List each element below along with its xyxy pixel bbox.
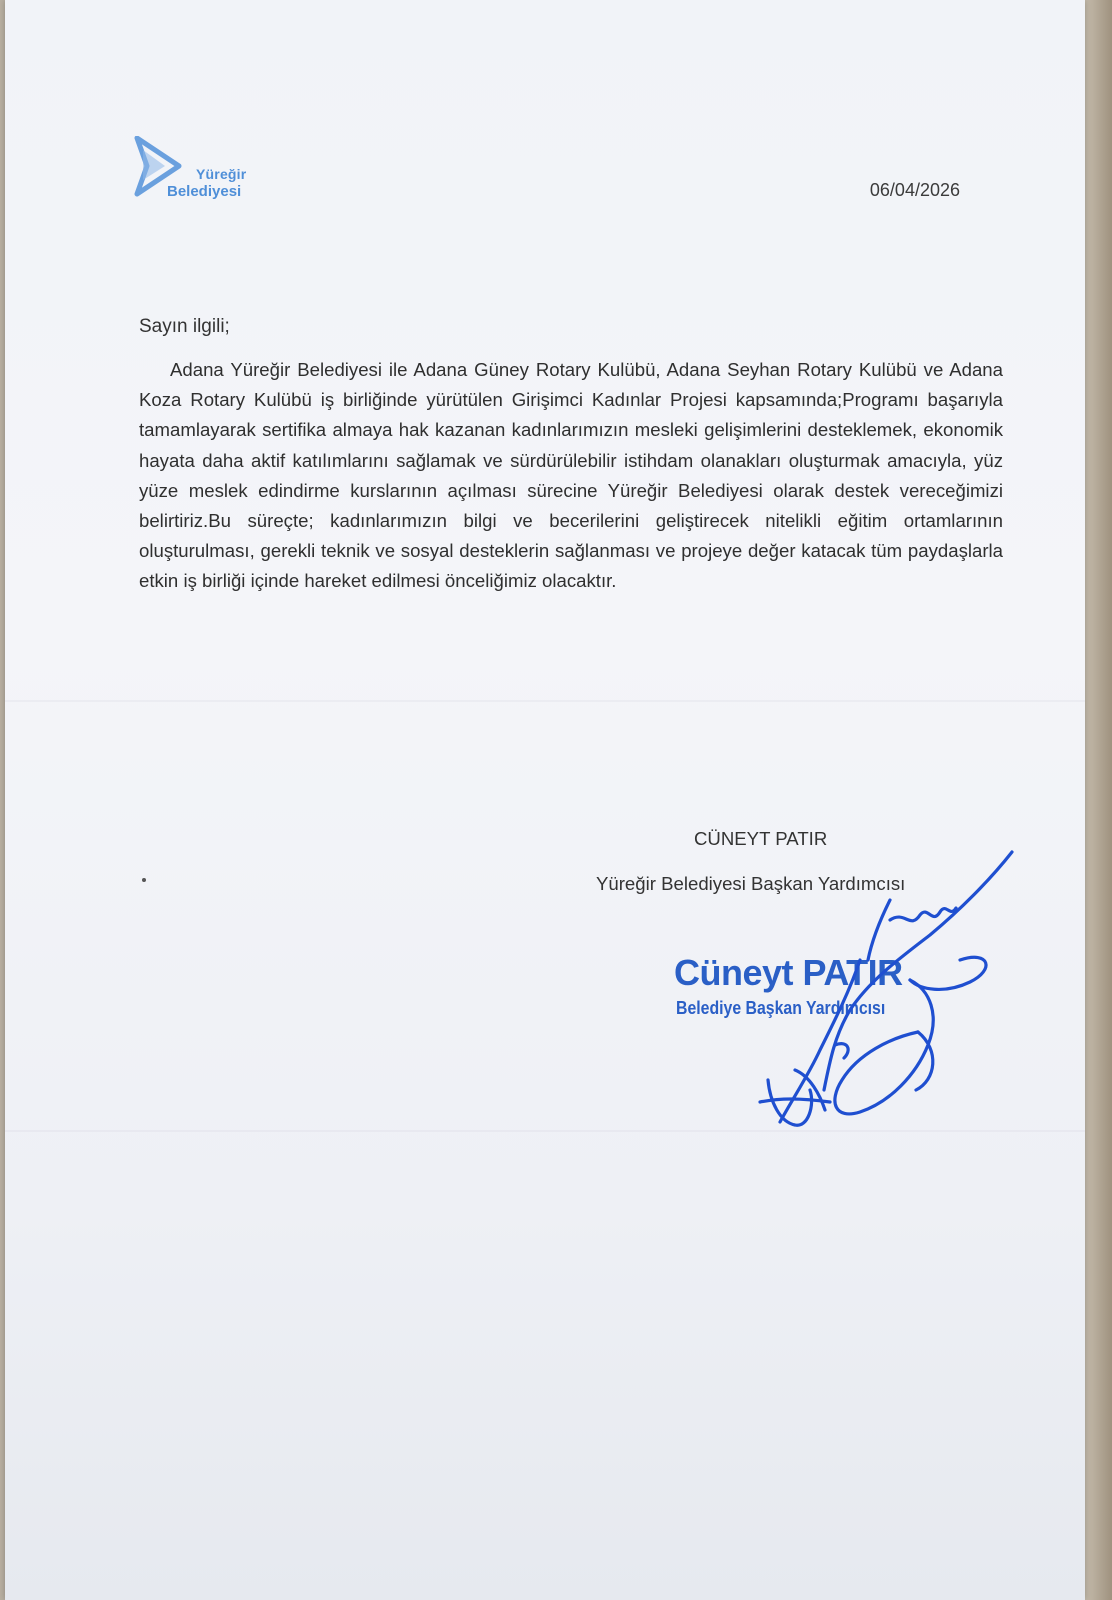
paper-crease <box>5 700 1085 702</box>
stamp-title: Belediye Başkan Yardımcısı <box>676 998 886 1018</box>
handwritten-signature-icon <box>740 840 1030 1160</box>
letter-date: 06/04/2026 <box>869 180 960 200</box>
signer-name: CÜNEYT PATIR <box>694 828 828 849</box>
letter-body: Adana Yüreğir Belediyesi ile Adana Güney Rotary Kulübü, Adana Seyhan Rotary Kulübü ve Adana Koza Rotary Kulübü iş birliğinde yürütülen Girişimci Kadınlar Projesi kapsamında;Programı başarıyla tamamlayarak sertifika almaya hak kazanan kadınlarımızın mesleki gelişimlerini desteklemek, ekonomik hayata daha aktif katılımlarını sağlamak ve sürdürülebilir istihdam olanakları oluşturmak amacıyla, yüz yüze meslek edindirme kurslarının açılması sürecine Yüreğir Belediyesi olarak destek vereceğimizi belirtiriz.Bu süreçte; kadınlarımızın bilgi ve becerilerini geliştirecek nitelikli eğitim ortamlarının oluşturulması, gerekli teknik ve sosyal desteklerin sağlanması ve projeye değer katacak tüm paydaşlarla etkin iş birliği içinde hareket edilmesi önceliğimiz olacaktır. <box>139 359 1003 592</box>
stray-mark <box>142 878 146 882</box>
municipality-logo <box>133 136 263 208</box>
logo-text-yuregir: Yüreğir <box>196 166 247 182</box>
salutation: Sayın ilgili; <box>139 316 230 337</box>
letter-page <box>5 0 1085 1600</box>
stamp-name: Cüneyt PATIR <box>674 952 903 993</box>
signer-title: Yüreğir Belediyesi Başkan Yardımcısı <box>596 873 906 894</box>
logo-text-belediyesi: Belediyesi <box>167 183 242 200</box>
